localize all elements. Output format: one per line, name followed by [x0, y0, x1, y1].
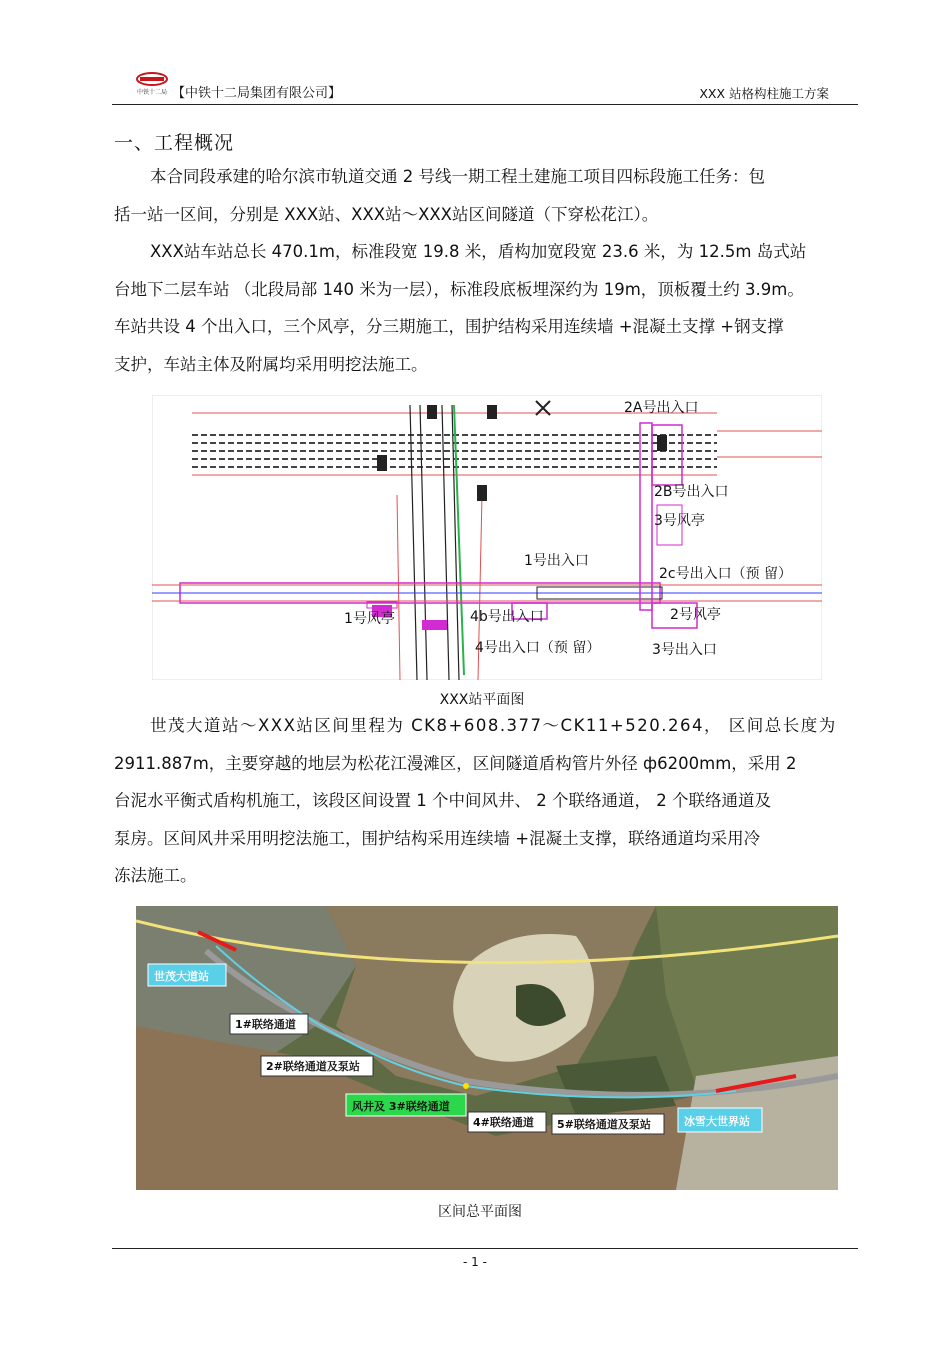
label-vent-1: 1号风亭	[344, 611, 395, 627]
label-passage-1: 1#联络通道	[235, 1018, 296, 1031]
label-passage-5: 5#联络通道及泵站	[557, 1118, 651, 1131]
paragraph-1	[114, 158, 859, 233]
label-passage-2: 2#联络通道及泵站	[266, 1060, 360, 1073]
label-exit-4b: 4b号出入口	[470, 609, 544, 625]
paragraph-2	[114, 233, 859, 383]
label-exit-2b: 2B号出入口	[654, 484, 729, 500]
paragraph-line: 台泥水平衡式盾构机施工，该段区间设置 1 个中间风井、 2 个联络通道， 2 个联络通道及	[114, 791, 771, 810]
company-logo	[134, 70, 170, 96]
section-title: 一、工程概况	[114, 132, 235, 154]
page-number: - 1 -	[463, 1255, 487, 1269]
paragraph-line: 冻法施工。	[114, 866, 197, 885]
label-vent-3: 3号风亭	[654, 513, 705, 529]
station-plan-figure	[152, 395, 822, 680]
header-rule	[112, 104, 858, 105]
paragraph-line: 泵房。区间风井采用明挖法施工，围护结构采用连续墙 +混凝土支撑，联络通道均采用冷	[114, 828, 761, 848]
label-station-a: 世茂大道站	[154, 970, 209, 983]
label-shaft-3: 风井及 3#联络通道	[352, 1100, 450, 1113]
label-vent-2: 2号风亭	[670, 607, 721, 623]
figure2-caption: 区间总平面图	[438, 1204, 522, 1220]
tunnel-overview-figure	[136, 906, 838, 1190]
paragraph-3	[114, 707, 859, 895]
label-exit-2a: 2A号出入口	[624, 400, 699, 416]
header-doc-title: XXX 站格构柱施工方案	[699, 86, 829, 101]
label-passage-4: 4#联络通道	[473, 1116, 534, 1129]
paragraph-line: 2911.887m，主要穿越的地层为松花江漫滩区，区间隧道盾构管片外径 ф6200mm，采用 2	[114, 753, 797, 773]
header-company: 【中铁十二局集团有限公司】	[172, 86, 342, 101]
label-exit-2c: 2c号出入口（预 留）	[659, 566, 793, 582]
paragraph-line: 本合同段承建的哈尔滨市轨道交通 2 号线一期工程土建施工项目四标段施工任务：包	[150, 167, 765, 186]
label-exit-4: 4号出入口（预 留）	[475, 640, 601, 656]
footer-rule	[112, 1248, 858, 1249]
paragraph-line: XXX站车站总长 470.1m，标准段宽 19.8 米，盾构加宽段宽 23.6 米，为 12.5m 岛式站	[150, 242, 807, 261]
paragraph-line: 台地下二层车站 （北段局部 140 米为一层），标准段底板埋深约为 19m，顶板覆土约 3.9m。	[114, 279, 804, 299]
shaft-marker	[463, 1083, 469, 1089]
label-exit-3: 3号出入口	[652, 642, 717, 658]
logo-text: 中铁十二局	[136, 89, 168, 96]
label-exit-1: 1号出入口	[524, 553, 589, 569]
label-station-b: 冰雪大世界站	[684, 1115, 750, 1128]
paragraph-line: 括一站一区间，分别是 XXX站、XXX站～XXX站区间隧道（下穿松花江）。	[114, 204, 659, 224]
paragraph-line: 世茂大道站～XXX站区间里程为 CK8+608.377～CK11+520.264， 区间总长度为	[150, 716, 837, 735]
paragraph-line: 支护，车站主体及附属均采用明挖法施工。	[114, 354, 428, 374]
paragraph-line: 车站共设 4 个出入口，三个风亭，分三期施工，围护结构采用连续墙 +混凝土支撑 +钢支撑	[114, 317, 784, 336]
figure1-caption: XXX站平面图	[439, 692, 525, 708]
